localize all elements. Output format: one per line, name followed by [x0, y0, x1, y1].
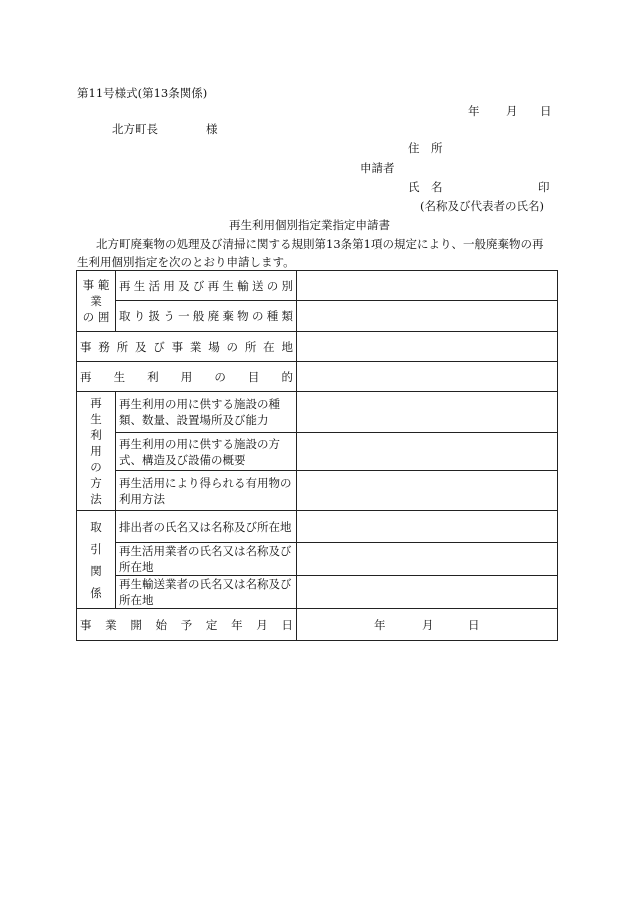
- product-use-label: 再生活用により得られる有用物の利用方法: [116, 471, 297, 511]
- reuse-operator-value[interactable]: [297, 543, 558, 576]
- name-note: (名称及び代表者の氏名): [420, 199, 544, 213]
- start-date-label: 事業開始予定年月日: [77, 609, 297, 641]
- addressee-suffix: 様: [206, 122, 218, 136]
- form-number: 第11号様式(第13条関係): [77, 86, 208, 100]
- method-label-char: の: [90, 460, 102, 474]
- table-row: [77, 362, 558, 392]
- table-row: [77, 332, 558, 362]
- purpose-value[interactable]: [297, 362, 558, 392]
- method-label: [77, 392, 116, 511]
- table-row: [77, 609, 558, 641]
- facility-structure-value[interactable]: [297, 433, 558, 471]
- date-month-label: 月: [506, 104, 518, 118]
- table-row: [77, 392, 558, 433]
- scope-label-bottom: の 囲: [82, 310, 110, 324]
- scope-label-mid: 業: [90, 294, 102, 308]
- scope-label-top: 事 範: [82, 278, 110, 292]
- intro-line-1: 北方町廃棄物の処理及び清掃に関する規則第13条第1項の規定により、一般廃棄物の再: [96, 237, 544, 251]
- start-day-label: 日: [468, 618, 480, 632]
- table-row: [77, 471, 558, 511]
- relation-label-char: 係: [90, 585, 102, 600]
- intro-line-2: 生利用個別指定を次のとおり申請します。: [77, 255, 295, 269]
- table-row: [77, 301, 558, 332]
- table-row: [77, 543, 558, 576]
- start-date-value[interactable]: [297, 609, 558, 641]
- method-label-char: 再: [90, 396, 102, 410]
- start-month-label: 月: [422, 618, 434, 632]
- transport-operator-value[interactable]: [297, 576, 558, 609]
- table-row: [77, 511, 558, 543]
- table-row: [77, 271, 558, 301]
- start-year-label: 年: [374, 618, 386, 632]
- location-label: 事務所及び事業場の所在地: [77, 332, 297, 362]
- date-day-label: 日: [540, 104, 552, 118]
- scope-type-label: 再生活用及び再生輸送の別: [116, 271, 297, 301]
- application-form-table: [76, 270, 558, 641]
- discharger-value[interactable]: [297, 511, 558, 543]
- method-label-char: 生: [90, 412, 102, 426]
- waste-type-label: 取り扱う一般廃棄物の種類: [116, 301, 297, 332]
- discharger-label: 排出者の氏名又は名称及び所在地: [116, 511, 297, 543]
- purpose-label: 再生利用の目的: [77, 362, 297, 392]
- facility-structure-label: 再生利用の用に供する施設の方式、構造及び設備の概要: [116, 433, 297, 471]
- seal-mark: 印: [538, 180, 550, 194]
- waste-type-value[interactable]: [297, 301, 558, 332]
- reuse-operator-label: 再生活用業者の氏名又は名称及び所在地: [116, 543, 297, 576]
- relation-label-char: 取: [90, 519, 102, 534]
- address-label: 住 所: [408, 141, 443, 155]
- method-label-char: 法: [90, 492, 102, 506]
- date-year-label: 年: [468, 104, 480, 118]
- relation-label-char: 関: [90, 563, 102, 578]
- addressee: 北方町長: [112, 122, 158, 136]
- table-row: [77, 433, 558, 471]
- product-use-value[interactable]: [297, 471, 558, 511]
- scope-label: [77, 271, 116, 332]
- method-label-char: 利: [90, 428, 102, 442]
- transport-operator-label: 再生輸送業者の氏名又は名称及び所在地: [116, 576, 297, 609]
- facility-type-label: 再生利用の用に供する施設の種類、数量、設置場所及び能力: [116, 392, 297, 433]
- method-label-char: 方: [90, 476, 102, 490]
- name-label: 氏 名: [408, 180, 443, 194]
- scope-type-value[interactable]: [297, 271, 558, 301]
- location-value[interactable]: [297, 332, 558, 362]
- facility-type-value[interactable]: [297, 392, 558, 433]
- relation-label: [77, 511, 116, 609]
- applicant-label: 申請者: [360, 161, 395, 175]
- method-label-char: 用: [90, 444, 102, 458]
- relation-label-char: 引: [90, 541, 102, 556]
- table-row: [77, 576, 558, 609]
- document-title: 再生利用個別指定業指定申請書: [229, 218, 390, 232]
